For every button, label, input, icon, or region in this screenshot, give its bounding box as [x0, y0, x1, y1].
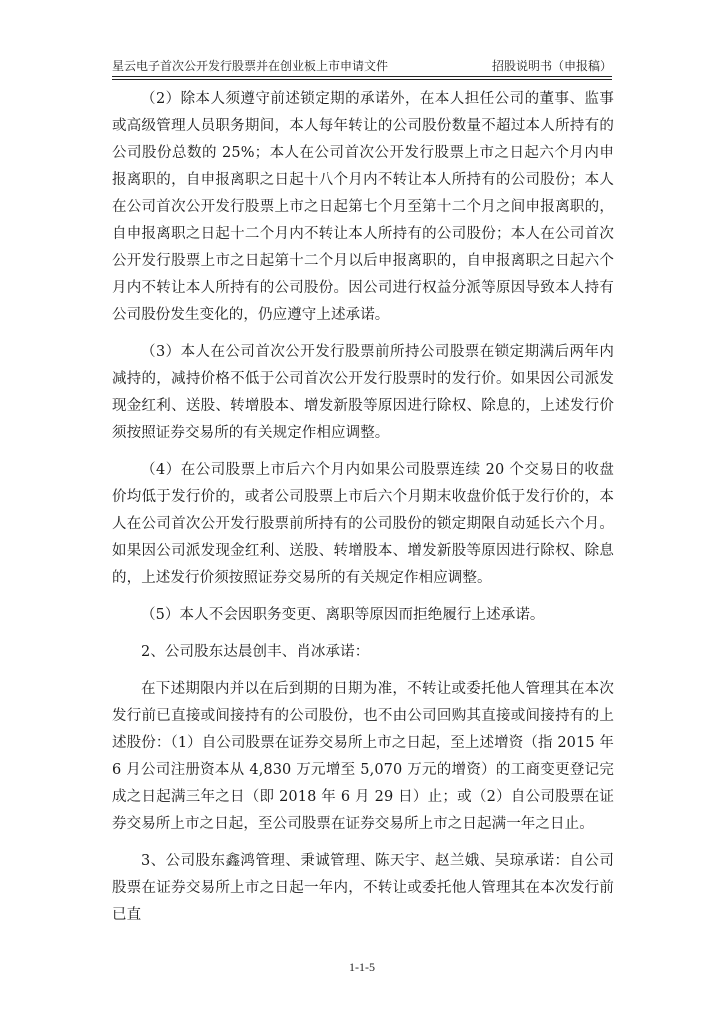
header-rule	[112, 76, 612, 77]
page-header	[112, 52, 612, 74]
document-body	[112, 86, 614, 939]
paragraph-commitment-4: （4）在公司股票上市后六个月内如果公司股票连续 20 个交易日的收盘价均低于发行价的，或者公司股票上市后六个月期末收盘价低于发行价的，本人在公司首次公开发行股票前所持有的公司股份的锁定期限自动延长六个月。如果因公司派发现金红利、送股、转增股本、增发新股等原因进行除权、除息的，上述发行价须按照证券交易所的有关规定作相应调整。	[112, 462, 614, 586]
header-document-type: 招股说明书（申报稿）	[491, 59, 612, 73]
header-rule-thin	[112, 79, 612, 80]
section-heading-3: 3、公司股东鑫鸿管理、秉诚管理、陈天宇、赵兰娥、吴琼承诺：自公司股票在证券交易所上市之日起一年内，不转让或委托他人管理其在本次发行前已直	[112, 853, 614, 923]
paragraph-commitment-5: （5）本人不会因职务变更、离职等原因而拒绝履行上述承诺。	[141, 607, 545, 623]
header-document-title: 星云电子首次公开发行股票并在创业板上市申请文件	[112, 59, 389, 73]
page-number: 1-1-5	[349, 960, 375, 974]
paragraph-commitment-3: （3）本人在公司首次公开发行股票前所持公司股票在锁定期满后两年内减持的，减持价格不低于公司首次公开发行股票时的发行价。如果因公司派发现金红利、送股、转增股本、增发新股等原因进行除权、除息的，上述发行价须按照证券交易所的有关规定作相应调整。	[112, 344, 614, 441]
paragraph-commitment-2: （2）除本人须遵守前述锁定期的承诺外，在本人担任公司的董事、监事或高级管理人员职务期间，本人每年转让的公司股份数量不超过本人所持有的公司股份总数的 25%；本人在公司首次公开发行股票上市之日起六个月内申报离职的，自申报离职之日起十八个月内不转让本人所持有的公司股份；本人在公司首次公开发行股票上市之日起第七个月至第十二个月之间申报离职的，自申报离职之日起十二个月内不转让本人所持有的公司股份；本人在公司首次公开发行股票上市之日起第十二个月以后申报离职的，自申报离职之日起六个月内不转让本人所持有的公司股份。因公司进行权益分派等原因导致本人持有公司股份发生变化的，仍应遵守上述承诺。	[112, 91, 614, 323]
paragraph-lockup-terms: 在下述期限内并以在后到期的日期为准，不转让或委托他人管理其在本次发行前已直接或间接持有的公司股份，也不由公司回购其直接或间接持有的上述股份：（1）自公司股票在证券交易所上市之日起，至上述增资（指 2015 年 6 月公司注册资本从 4,830 万元增至 5,070 万元的增资）的工商变更登记完成之日起满三年之日（即 2018 年 6 月 29 日）止；或（2）自公司股票在证券交易所上市之日起，至公司股票在证券交易所上市之日起满一年之日止。	[112, 681, 614, 832]
section-heading-2: 2、公司股东达晨创丰、肖冰承诺：	[141, 644, 370, 660]
